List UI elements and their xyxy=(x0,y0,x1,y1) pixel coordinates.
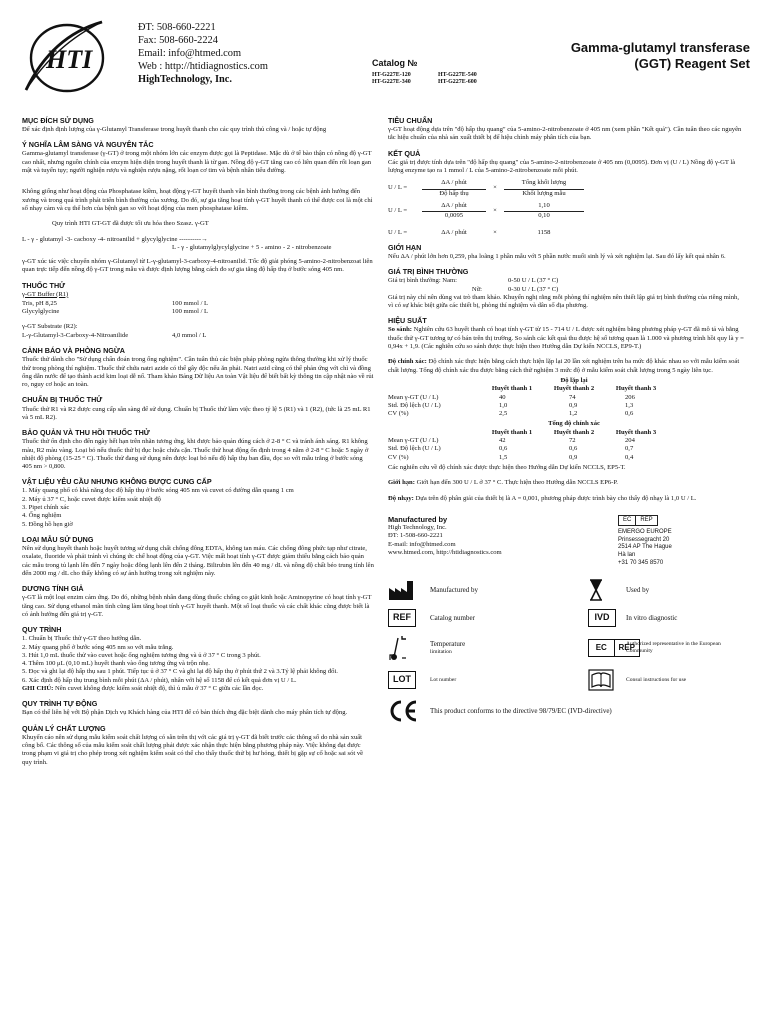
equation-1 xyxy=(388,179,744,198)
book-icon xyxy=(588,669,614,691)
symbols-legend xyxy=(388,579,744,723)
section-heading: Ý NGHĨA LÂM SÀNG VÀ NGUYÊN TẮC xyxy=(22,140,154,150)
section-heading: LOẠI MẪU SỬ DỤNG xyxy=(22,534,94,544)
hourglass-icon xyxy=(588,579,604,601)
paragraph: Nếu ΔA / phút lớn hơn 0,259, pha loãng 1 phần mẫu với 5 phần nước muối sinh lý và xét nghiệm lại. Sau đó lấy kết quả nhân 6. xyxy=(388,252,726,260)
title-line-1: Gamma-glutamyl transferase xyxy=(570,40,750,55)
paragraph: Giá trị này chỉ nên dùng vai trò tham khảo. Khuyến nghị rằng mỗi phòng thí nghiệm nên thiết lập giá trị bình thường của riêng mình, vì có sự khác biệt giữa các thiết bị, phòng thí nghiệm và dân số địa phương. xyxy=(388,293,739,310)
total-precision-table xyxy=(388,420,669,461)
factory-icon xyxy=(388,579,416,601)
normal-values xyxy=(388,277,744,294)
note-text: Nên cuvet không được kiểm soát nhiệt độ, thì ủ mẫu ở 37 ° C giữa các lần đọc. xyxy=(53,684,264,692)
norm-label: Giá trị bình thường: Nam: xyxy=(388,277,457,285)
title-line-2: (GGT) Reagent Set xyxy=(634,56,750,72)
list-item: 6. Xác định độ hấp thụ trung bình mỗi phút (ΔA / phút), nhân với hệ số 1158 để có kết quả đơn vị U / L. xyxy=(22,676,297,684)
eq-num: 1,10 xyxy=(504,202,584,212)
company-name: HighTechnology, Inc. xyxy=(138,73,233,85)
phone: ĐT: 508-660-2221 xyxy=(138,22,216,33)
paragraph: Nên sử dụng huyết thanh hoặc huyết tương sử dụng chất chống đông EDTA, không tan máu. Các chống đông phức tạp như citrate, oxalate, fluoride và phải tránh vì chúng ức chế hoạt động của γ-GT. Việc mất hoạt tính γ-GT được giảm thiểu bằng cách bảo quản các mẫu trong tủ lạnh lên đến 7 ngày hoặc đông lạnh lên đến 2 tháng. Bilirubin lên đến 40 mg / dL và nồng độ chất béo trung tính lên đến 2000 mg / dL cho thấy không có sự ảnh hưởng trong xét nghiệm này. xyxy=(22,545,374,577)
eu-line: +31 70 345 8570 xyxy=(618,559,664,566)
list-item: 4. Ống nghiệm xyxy=(22,512,62,520)
eq-den: Khối lượng mẫu xyxy=(522,189,566,197)
text: Dựa trên độ phân giải của thiết bị là A = 0,001, phương pháp được trình bày cho thấy độ nhạy là 1,0 U / L. xyxy=(413,494,697,502)
table-header: Huyết thanh 1 xyxy=(491,385,533,393)
buffer-list xyxy=(22,300,374,317)
section-heading: DƯƠNG TÍNH GIẢ xyxy=(22,584,84,594)
cell: 1,3 xyxy=(625,401,634,409)
table-header: Huyết thanh 2 xyxy=(553,385,595,393)
table-title: Độ lặp lại xyxy=(560,376,588,384)
document-title xyxy=(571,40,750,73)
section-heading: KẾT QUẢ xyxy=(388,148,421,158)
table-header xyxy=(388,385,483,393)
paragraph: Khuyến cáo nên sử dụng mẫu kiểm soát chất lượng có sẵn trên thị với các giá trị γ-GT đã biết trước các thông số do nhà sản xuất công bố. Các thông số của mẫu kiểm soát chất lượng phải được xác nhận thực hiện bằng phương pháp này. Việc không đạt được trong phạm vi giá trị cho phép trong xét nghiệm kiểm soát có thể cho thấy thuốc thử bị hư hỏng, thiết bị gặp sự cố hoặc sai sót về quy trình. xyxy=(22,733,364,766)
eq-lhs: U / L = xyxy=(388,228,408,236)
symbol-sub: limitation xyxy=(430,649,452,656)
paragraph: γ-GT xúc tác việc chuyển nhóm γ-Glutamyl từ L-γ-glutamyl-3-carboxy-4-nitroanilid. Tốc độ giải phóng 5-amino-2-nitrobenzoat liên quan trực tiếp đến nồng độ γ-GT trong mẫu và được định lượng bằng cách đo sự gia tăng độ hấp thụ ở bước sóng 405 nm. xyxy=(22,258,373,274)
list-item: 3. Pipet chính xác xyxy=(22,504,70,512)
section-heading: BẢO QUẢN VÀ THU HỒI THUỐC THỬ xyxy=(22,428,150,438)
section-heading: QUẢN LÝ CHẤT LƯỢNG xyxy=(22,723,106,733)
rep-text: REP xyxy=(614,640,640,656)
symbol-label: Lot number xyxy=(430,676,457,683)
cell: 2,5 xyxy=(499,410,508,418)
method-line: Quy trình HTI GT-GT đã được tối ưu hóa theo Szasz. γ-GT xyxy=(52,220,209,228)
mfg-line: E-mail: info@htmed.com xyxy=(388,540,456,548)
note-label: GHI CHÚ: xyxy=(22,684,54,692)
website: Web : http://htidiagnostics.com xyxy=(138,60,268,72)
hti-logo-icon xyxy=(22,16,108,96)
cell: 1,2 xyxy=(569,410,578,418)
eq-factor: 1158 xyxy=(537,228,551,236)
eq-num: ΔA / phút xyxy=(422,202,486,212)
reaction-line-1: L - γ - glutamyl -3- cacboxy -4- nitroanilid + glycylglycine ----------→ xyxy=(22,235,208,243)
list-item: 5. Đồng hồ hẹn giờ xyxy=(22,520,73,528)
cell: 0,6 xyxy=(625,410,634,418)
cell: Mean γ-GT (U / L) xyxy=(388,393,439,401)
symbol-label: Temperature xyxy=(430,640,466,649)
ec-rep-label xyxy=(618,515,658,527)
symbol-label: Manufactured by xyxy=(430,585,479,594)
email: Email: info@htmed.com xyxy=(138,47,242,59)
paragraph: Các nghiên cứu về độ chính xác được thực hiện theo Hướng dẫn Dự kiến NCCLS, EP5-T. xyxy=(388,463,626,471)
table-header: Huyết thanh 3 xyxy=(615,428,657,436)
fax: Fax: 508-660-2224 xyxy=(138,34,218,46)
text: Giới hạn đến 300 U / L ở 37 ° C. Thực hiện theo Hướng dẫn NCCLS EP6-P. xyxy=(414,479,618,487)
reagent-name: Glycylglycine xyxy=(22,308,60,316)
catalog-number: HT-G227E-120 xyxy=(372,72,411,78)
table-header: Huyết thanh 1 xyxy=(491,428,533,436)
cell: 74 xyxy=(569,393,576,401)
mfg-line: High Technology, Inc. xyxy=(388,524,447,532)
list-item: 1. Chuẩn bị Thuốc thử γ-GT theo hướng dẫn. xyxy=(22,635,142,643)
text: Nghiên cứu 63 huyết thanh có hoạt tính γ-GT từ 15 - 714 U / L được xét nghiệm bằng phương pháp γ-GT đã mô tả và bằng thuốc thử γ-GT tương tự có bán trên thị trường. So sánh các kết quả thu được hệ số tương quan là 1.000 và phương trình hồi quy là y = 0,94x + 1,9. (Các nghiên cứu so sánh được thực hiện theo Hướng dẫn Dự kiến NCCLS, EP9-T.) xyxy=(388,326,744,351)
list-item: 4. Thêm 100 μL (0,10 mL) huyết thanh vào ống tương ứng và trộn nhẹ. xyxy=(22,660,210,668)
eq-lhs: U / L = xyxy=(388,184,408,192)
note xyxy=(22,685,374,693)
eu-representative xyxy=(618,515,672,567)
substrate-list xyxy=(22,332,374,340)
section-heading: THUỐC THỬ xyxy=(22,280,66,290)
manufactured-by-heading: Manufactured by xyxy=(388,514,448,524)
section-heading: MỤC ĐÍCH SỬ DỤNG xyxy=(22,116,94,125)
section-heading: GIỚI HẠN xyxy=(388,242,422,252)
buffer-heading: γ-GT Buffer (R1) xyxy=(22,290,69,298)
substrate-heading: γ-GT Substrate (R2): xyxy=(22,322,78,330)
cell: 42 xyxy=(499,437,506,445)
cell: Std. Độ lệch (U / L) xyxy=(388,445,441,453)
equation-2 xyxy=(388,202,744,221)
eq-den: 0,0095 xyxy=(444,212,464,220)
thermometer-icon xyxy=(388,635,408,661)
list-item: 1. Máy quang phổ có khả năng đọc độ hấp thụ ở bước sóng 405 nm và cuvet có đường dẫn quang 1 cm xyxy=(22,487,294,495)
right-column xyxy=(388,110,744,768)
eq-den: 0,10 xyxy=(538,212,550,220)
cell: Std. Độ lệch (U / L) xyxy=(388,401,441,409)
section-heading: CẢNH BÁO VÀ PHÒNG NGỪA xyxy=(22,346,125,356)
section-heading: CHUẨN BỊ THUỐC THỬ xyxy=(22,395,103,405)
symbol-label: Authorized representative in the European Community xyxy=(626,641,721,655)
symbol-label: In vitro diagnostic xyxy=(626,613,678,622)
paragraph: Thuốc thử ổn định cho đến ngày hết hạn trên nhãn tương ứng, khi được bảo quản đúng cách ở 2-8 ° C và tránh ánh sáng. R1 không màu, R2 màu vàng. Loại bỏ nếu thuốc thử bị đục hoặc chứa cặn. Thuốc thử hoạt động ổn định trong 4 năm ở 2-8 ° C hoặc 5 ngày ở nhiệt độ phòng (15-25 ° C). Thuốc thử đang sử dụng nên được loại bỏ nếu độ hấp thụ ban đầu, đọc so với mẫu trắng ở bước sóng 405 nm > 0,800. xyxy=(22,438,369,471)
repeatability-table xyxy=(388,377,669,418)
eq-num: Tổng khối lượng xyxy=(504,179,584,189)
section-heading: TIÊU CHUẨN xyxy=(388,116,433,125)
cell: CV (%) xyxy=(388,453,409,461)
equation-3 xyxy=(388,229,744,237)
symbol-label: This product conforms to the directive 98/79/EC (IVD-directive) xyxy=(430,706,612,715)
header xyxy=(22,14,750,110)
eq-times: × xyxy=(493,228,497,236)
materials-list xyxy=(22,487,374,528)
eq-term: ΔA / phút xyxy=(441,228,467,236)
eq-times: × xyxy=(493,184,497,192)
list-item: 3. Hút 1,0 mL thuốc thử vào cuvet hoặc ống nghiệm tương ứng và ủ ở 37 ° C trong 3 phút. xyxy=(22,651,261,659)
symbol-label: Consul instructions for use xyxy=(626,676,687,683)
ce-mark-icon xyxy=(388,699,418,723)
paragraph: Thuốc thử dành cho "Sử dụng chẩn đoán trong ống nghiệm". Cần tuân thủ các biện pháp phòng ngừa thông thường khi xử lý thuốc thử trong phòng thí nghiệm. Thuốc thử chứa natri azide có thể gây độc nếu ăn phải. Natri azid cũng có thể phản ứng với chì và đồng ống dẫn nước để tạo thành acid kim loại dễ nổ. Tham khảo Bảng Dữ liệu An toàn Vật liệu để biết bất kỳ thông tin cập nhật nào về rủi ro, nguy cơ hoặc an toàn. xyxy=(22,356,374,389)
paragraph: Không giống như hoạt động của Phosphatase kiềm, hoạt động γ-GT huyết thanh vẫn bình thường trong các bệnh ảnh hưởng đến xương và trong quá trình phát triển bình thường của xương. Do đó, sự gia tăng hoạt tính γ-GT huyết thanh có thể được coi là một chỉ số nhạy cảm và cụ thể hơn của bệnh gan so với hoạt động của men phosphatase kiềm. xyxy=(22,188,373,212)
cell: 0,6 xyxy=(569,445,578,453)
reagent-conc: 100 mmol / L xyxy=(172,308,209,316)
paragraph: γ-GT hoạt động dựa trên "độ hấp thụ quang" của 5-amino-2-nitrobenzoate ở 405 nm (xem phần "Kết quả"). Cần tuân theo các nguyên tắc hiệu chuẩn của nhà sản xuất thiết bị để hiệu chỉnh máy phân tích của bạn. xyxy=(388,126,742,142)
mfg-line: www.htmed.com, http://htidiagnostics.com xyxy=(388,549,502,557)
eu-line: Hà lan xyxy=(618,552,636,558)
section-heading: GIÁ TRỊ BÌNH THƯỜNG xyxy=(388,267,469,277)
ref-symbol: REF xyxy=(388,609,416,627)
catalog-numbers xyxy=(372,72,504,86)
reaction-line-2: L - γ - glutamylglycylglycine + 5 - amino - 2 - nitrobenzoate xyxy=(172,243,332,251)
catalog-number: HT-G227E-540 xyxy=(438,72,477,78)
cell: 1,0 xyxy=(499,401,508,409)
paragraph xyxy=(388,358,744,375)
cell: 0,6 xyxy=(499,445,508,453)
eu-line: Prinsessegracht 20 xyxy=(618,536,670,543)
table-row xyxy=(388,454,669,462)
cell: 0,4 xyxy=(625,453,634,461)
eq-num: ΔA / phút xyxy=(422,179,486,189)
cell: Mean γ-GT (U / L) xyxy=(388,437,439,445)
bold-label: Độ nhạy: xyxy=(388,494,414,502)
cell: CV (%) xyxy=(388,410,409,418)
symbol-label: Used by xyxy=(626,585,650,594)
section-heading: QUY TRÌNH TỰ ĐỘNG xyxy=(22,699,98,709)
table-row xyxy=(388,445,669,453)
paragraph: Gamma-glutamyl transferase (γ-GT) ở trong một nhóm lớn các enzym được gọi là Peptidase. Mặc dù ở tế bào thận có nồng độ γ-GT cao nhất, nhưng nguồn chính của enzym hiện diện trong huyết thanh là từ gan. Nồng độ γ-GT tăng cao có liên quan đến rối loạn gan mật và tuyến tụy; người nghiện rượu và nghiện rượu nặng, rối loạn cơ tim và bệnh nhân tiểu đường. xyxy=(22,150,372,175)
ivd-symbol: IVD xyxy=(588,609,616,627)
list-item: 5. Đọc và ghi lại độ hấp thụ sau 1 phút. Tiếp tục ủ ở 37 ° C và ghi lại độ hấp thụ ở phút thứ 2 và 3.Tỷ lệ phải không đổi. xyxy=(22,668,338,676)
cell: 40 xyxy=(499,393,506,401)
eq-times: × xyxy=(493,207,497,215)
bold-label: Giới hạn: xyxy=(388,479,415,487)
section-heading: VẬT LIỆU YÊU CẦU NHƯNG KHÔNG ĐƯỢC CUNG CẤP xyxy=(22,477,212,487)
left-column xyxy=(22,110,374,768)
text: Độ chính xác thực hiện bằng cách thực hiện lặp lại 20 lần xét nghiệm trên ba mức độ khác nhau so với mẫu kiểm soát chất lượng. Tổng độ chính xác thu được bằng cách thử nghiệm 3 mức độ ở mẫu kiểm soát chất lượng trong 5 ngày liên tục. xyxy=(388,358,740,374)
norm-label: Nữ: xyxy=(471,285,482,293)
eq-den: Độ hấp thụ xyxy=(439,189,469,197)
table-header: Huyết thanh 2 xyxy=(553,428,595,436)
cell: 0,9 xyxy=(569,453,578,461)
table-header xyxy=(388,429,483,437)
paragraph: Thuốc thử R1 và R2 được cung cấp sẵn sàng để sử dụng. Chuẩn bị Thuốc thử làm việc theo tỷ lệ 5 (R1) và 1 (R2), (tức là 25 mL R1 và 5 mL R2). xyxy=(22,405,371,421)
cell: 72 xyxy=(569,437,576,445)
reagent-name: Tris, pH 8,25 xyxy=(22,300,57,308)
rep-text: REP xyxy=(635,516,656,526)
catalog-label: Catalog № xyxy=(372,58,418,68)
procedure-list xyxy=(22,635,374,685)
table-row xyxy=(388,410,669,418)
ec-text: EC xyxy=(595,643,607,653)
paragraph: Để xác định định lượng của γ-Glutamyl Transferase trong huyết thanh cho các quy trình thủ công và / hoặc tự động xyxy=(22,126,327,134)
lot-symbol: LOT xyxy=(388,671,416,689)
table-row xyxy=(388,394,669,402)
paragraph xyxy=(388,326,744,351)
reagent-conc: 100 mmol / L xyxy=(172,300,209,308)
list-item: 2. Máy ủ 37 ° C, hoặc cuvet được kiểm soát nhiệt độ xyxy=(22,495,161,503)
bold-label: So sánh: xyxy=(388,326,413,334)
norm-value: 0-50 U / L (37 ° C) xyxy=(508,277,559,285)
cell: 1,5 xyxy=(499,453,508,461)
mfg-line: ĐT: 1-508-660-2221 xyxy=(388,532,443,540)
cell: 206 xyxy=(625,393,635,401)
temperature-label xyxy=(430,640,580,656)
paragraph: γ-GT là một loại enzim cảm ứng. Do đó, những bệnh nhân đang dùng thuốc chống co giật kinh hoặc Aminopyrine có hoạt tính γ-GT tăng cao. Sử dụng ethanol mãn tính cũng làm tăng hoạt tính γ-GT huyết thanh. Một số loại thuốc và các chất khác cũng được biết là có ảnh hưởng đến giá trị γ-GT. xyxy=(22,594,372,618)
norm-value: 0-30 U / L (37 ° C) xyxy=(508,285,559,293)
bold-label: Độ chính xác: xyxy=(388,358,427,366)
section-heading: QUY TRÌNH xyxy=(22,625,62,635)
ec-text: EC xyxy=(623,516,632,523)
eu-line: EMERGO EUROPE xyxy=(618,529,672,536)
catalog-number: HT-G227E-340 xyxy=(372,78,411,85)
table-row xyxy=(388,402,669,410)
table-title: Tổng độ chính xác xyxy=(548,420,600,428)
reagent-conc: 4,0 mmol / L xyxy=(172,331,207,339)
paragraph: Các giá trị được tính dựa trên "độ hấp thụ quang" của 5-amino-2-nitrobenzoate ở 405 nm (0,0095). Đơn vị (U / L) Nồng độ γ-GT là lượng enzyme tạo ra 1 mmol / L của 5-amino-2-nitrobenzoate mỗi phút. xyxy=(388,158,736,175)
symbol-label: Catalog number xyxy=(430,613,475,622)
paragraph xyxy=(388,495,744,503)
reagent-name: L-γ-Glutamyl-3-Carboxy-4-Nitroanilide xyxy=(22,331,129,339)
paragraph xyxy=(388,479,744,487)
cell: 0,7 xyxy=(625,445,634,453)
list-item: 2. Máy quang phổ ở bước sóng 405 nm so với mẫu trắng. xyxy=(22,643,174,651)
manufacturer-block xyxy=(388,515,744,567)
eu-line: 2514 AP The Hague xyxy=(618,544,672,551)
cell: 204 xyxy=(625,437,635,445)
contact-block xyxy=(138,22,268,86)
section-heading: HIỆU SUẤT xyxy=(388,316,427,326)
table-row xyxy=(388,437,669,445)
cell: 0,9 xyxy=(569,401,578,409)
svg-text:HTI: HTI xyxy=(46,45,93,74)
catalog-number: HT-G227E-600 xyxy=(438,78,477,85)
eq-lhs: U / L = xyxy=(388,207,408,215)
table-header: Huyết thanh 3 xyxy=(615,385,657,393)
paragraph: Bạn có thể liên hệ với Bộ phận Dịch vụ Khách hàng của HTI để có bản thích ứng đặc biệt dành cho máy phân tích tự động. xyxy=(22,709,348,717)
